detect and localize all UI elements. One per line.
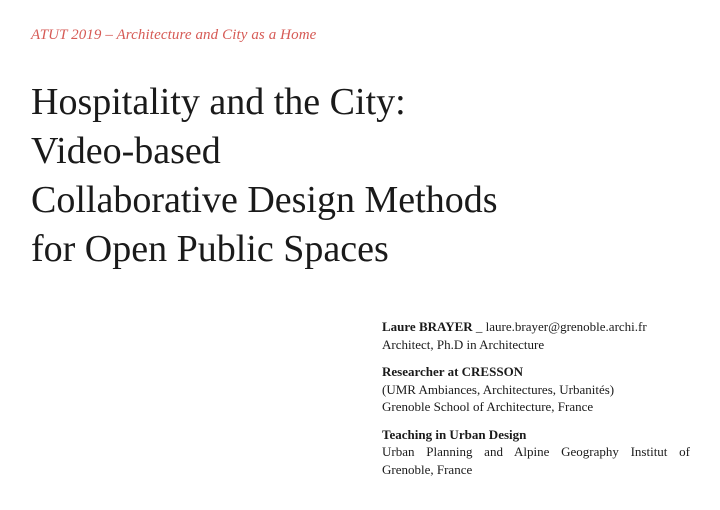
research-heading: Researcher at CRESSON — [382, 364, 524, 379]
title-line: Video-based — [31, 130, 221, 172]
research-lab: (UMR Ambiances, Architectures, Urbanités) — [382, 381, 615, 397]
author-separator: _ — [472, 319, 486, 334]
teaching-heading: Teaching in Urban Design — [382, 426, 527, 442]
page-title — [31, 78, 671, 274]
title-line: Hospitality and the City: — [31, 81, 406, 123]
conference-header: ATUT 2019 – Architecture and City as a Home — [31, 27, 317, 43]
author-name: Laure BRAYER — [382, 319, 473, 334]
teaching-section — [382, 426, 690, 479]
research-school: Grenoble School of Architecture, France — [382, 399, 594, 414]
title-line: for Open Public Spaces — [31, 228, 389, 270]
author-info — [382, 318, 690, 488]
author-email[interactable]: laure.brayer@grenoble.archi.fr — [485, 319, 647, 334]
author-section — [382, 318, 690, 353]
title-line: Collaborative Design Methods — [31, 179, 498, 221]
teaching-institution: Urban Planning and Alpine Geography Institut of Grenoble, France — [382, 444, 690, 477]
research-section — [382, 363, 690, 416]
author-role: Architect, Ph.D in Architecture — [382, 336, 545, 352]
